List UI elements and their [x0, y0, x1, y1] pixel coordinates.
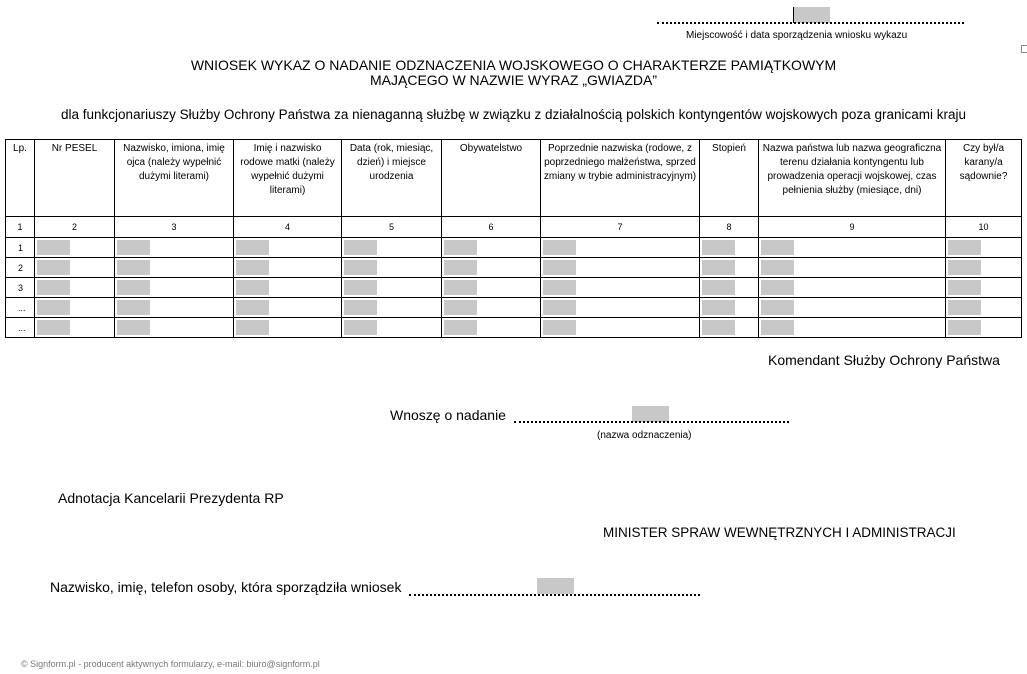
- title-line-1: WNIOSEK WYKAZ O NADANIE ODZNACZENIA WOJSKOWEGO O CHARAKTERZE PAMIĄTKOWYM: [190, 57, 837, 73]
- table-row: [6, 318, 1022, 338]
- cell-rank: [700, 278, 759, 298]
- header-citizenship: Obywatelstwo: [442, 140, 541, 217]
- col-number: 2: [35, 217, 115, 238]
- cell-convicted: [946, 298, 1022, 318]
- rank-input[interactable]: [702, 280, 735, 295]
- header-row: [6, 140, 1022, 217]
- cell-rank: [700, 238, 759, 258]
- header-contingent: Nazwa państwa lub nazwa geograficzna terenu działania kontyngentu lub prowadzenia operacji wojskowej, czas pełnienia służby (miesiące, dni): [759, 140, 946, 217]
- cell-mother: [234, 298, 342, 318]
- cell-mother: [234, 318, 342, 338]
- cell-mother: [234, 238, 342, 258]
- previous-names-input[interactable]: [543, 280, 576, 295]
- cell-name: [115, 318, 234, 338]
- cell-citizenship: [442, 278, 541, 298]
- header-rank: Stopień: [700, 140, 759, 217]
- rank-input[interactable]: [702, 320, 735, 335]
- award-name-input[interactable]: [632, 406, 669, 422]
- corner-mark: [1021, 45, 1027, 53]
- birth-input[interactable]: [344, 260, 377, 275]
- cell-previous-names: [541, 258, 700, 278]
- cell-convicted: [946, 278, 1022, 298]
- commander-label: Komendant Służby Ochrony Państwa: [768, 352, 1000, 368]
- row-number: 2: [6, 258, 35, 278]
- name-input[interactable]: [117, 320, 150, 335]
- chancellery-label: Adnotacja Kancelarii Prezydenta RP: [58, 490, 284, 506]
- cell-contingent: [759, 298, 946, 318]
- cell-previous-names: [541, 298, 700, 318]
- col-number: 5: [342, 217, 442, 238]
- birth-input[interactable]: [344, 280, 377, 295]
- contingent-input[interactable]: [761, 240, 794, 255]
- row-number: ...: [6, 318, 35, 338]
- row-number: ...: [6, 298, 35, 318]
- citizenship-input[interactable]: [444, 320, 477, 335]
- birth-input[interactable]: [344, 240, 377, 255]
- table-row: [6, 278, 1022, 298]
- name-input[interactable]: [117, 300, 150, 315]
- place-date-dotline: [657, 22, 964, 24]
- mother-input[interactable]: [236, 240, 269, 255]
- citizenship-input[interactable]: [444, 280, 477, 295]
- birth-input[interactable]: [344, 320, 377, 335]
- name-input[interactable]: [117, 240, 150, 255]
- previous-names-input[interactable]: [543, 300, 576, 315]
- pesel-input[interactable]: [37, 260, 70, 275]
- cell-citizenship: [442, 298, 541, 318]
- header-pesel: Nr PESEL: [35, 140, 115, 217]
- preparer-input[interactable]: [537, 578, 574, 594]
- award-name-dotline: [514, 421, 789, 423]
- rank-input[interactable]: [702, 260, 735, 275]
- footer-credit: © Signform.pl - producent aktywnych formularzy, e-mail: biuro@signform.pl: [21, 659, 320, 669]
- cell-birth: [342, 318, 442, 338]
- cell-contingent: [759, 258, 946, 278]
- cell-birth: [342, 238, 442, 258]
- cell-citizenship: [442, 258, 541, 278]
- pesel-input[interactable]: [37, 300, 70, 315]
- cell-previous-names: [541, 278, 700, 298]
- form-subtitle: dla funkcjonariuszy Służby Ochrony Państwa za nienaganną służbę w związku z działalnością polskich kontyngentów wojskowych poza granicami kraju: [61, 107, 966, 122]
- cell-birth: [342, 278, 442, 298]
- contingent-input[interactable]: [761, 280, 794, 295]
- name-input[interactable]: [117, 280, 150, 295]
- previous-names-input[interactable]: [543, 240, 576, 255]
- mother-input[interactable]: [236, 300, 269, 315]
- cell-previous-names: [541, 318, 700, 338]
- contingent-input[interactable]: [761, 260, 794, 275]
- col-number: 7: [541, 217, 700, 238]
- header-previous-names: Poprzednie nazwiska (rodowe, z poprzedniego małżeństwa, sprzed zmiany w trybie administracyjnym): [541, 140, 700, 217]
- column-number-row: [6, 217, 1022, 238]
- award-name-caption: (nazwa odznaczenia): [597, 430, 692, 441]
- title-line-2: MAJĄCEGO W NAZWIE WYRAZ „GWIAZDA”: [370, 72, 657, 88]
- cell-convicted: [946, 258, 1022, 278]
- table-row: [6, 238, 1022, 258]
- convicted-input[interactable]: [948, 240, 981, 255]
- cell-pesel: [35, 238, 115, 258]
- col-number: 9: [759, 217, 946, 238]
- rank-input[interactable]: [702, 300, 735, 315]
- cell-contingent: [759, 318, 946, 338]
- cell-pesel: [35, 258, 115, 278]
- cell-pesel: [35, 318, 115, 338]
- name-input[interactable]: [117, 260, 150, 275]
- cell-mother: [234, 278, 342, 298]
- cell-previous-names: [541, 238, 700, 258]
- pesel-input[interactable]: [37, 240, 70, 255]
- convicted-input[interactable]: [948, 260, 981, 275]
- col-number: 10: [946, 217, 1022, 238]
- cell-convicted: [946, 238, 1022, 258]
- table-row: [6, 258, 1022, 278]
- cell-pesel: [35, 278, 115, 298]
- col-number: 6: [442, 217, 541, 238]
- cell-pesel: [35, 298, 115, 318]
- convicted-input[interactable]: [948, 300, 981, 315]
- request-label: Wnoszę o nadanie: [390, 407, 506, 423]
- cell-rank: [700, 258, 759, 278]
- cell-name: [115, 298, 234, 318]
- cell-birth: [342, 298, 442, 318]
- header-name: Nazwisko, imiona, imię ojca (należy wypełnić dużymi literami): [115, 140, 234, 217]
- mother-input[interactable]: [236, 320, 269, 335]
- pesel-input[interactable]: [37, 280, 70, 295]
- cell-citizenship: [442, 318, 541, 338]
- cursor-mark: [793, 7, 794, 23]
- cell-contingent: [759, 238, 946, 258]
- previous-names-input[interactable]: [543, 320, 576, 335]
- cell-name: [115, 278, 234, 298]
- citizenship-input[interactable]: [444, 300, 477, 315]
- header-mother: Imię i nazwisko rodowe matki (należy wypełnić dużymi literami): [234, 140, 342, 217]
- minister-label: MINISTER SPRAW WEWNĘTRZNYCH I ADMINISTRACJI: [603, 525, 956, 540]
- citizenship-input[interactable]: [444, 240, 477, 255]
- col-number: 4: [234, 217, 342, 238]
- col-number: 3: [115, 217, 234, 238]
- table-row: [6, 298, 1022, 318]
- mother-input[interactable]: [236, 260, 269, 275]
- header-birth: Data (rok, miesiąc, dzień) i miejsce urodzenia: [342, 140, 442, 217]
- rank-input[interactable]: [702, 240, 735, 255]
- cell-contingent: [759, 278, 946, 298]
- header-lp: Lp.: [6, 140, 35, 217]
- convicted-input[interactable]: [948, 320, 981, 335]
- mother-input[interactable]: [236, 280, 269, 295]
- cell-name: [115, 258, 234, 278]
- previous-names-input[interactable]: [543, 260, 576, 275]
- preparer-label: Nazwisko, imię, telefon osoby, która sporządziła wniosek: [50, 579, 402, 595]
- cell-name: [115, 238, 234, 258]
- cell-rank: [700, 318, 759, 338]
- contingent-input[interactable]: [761, 320, 794, 335]
- cell-mother: [234, 258, 342, 278]
- header-convicted: Czy był/a karany/a sądownie?: [946, 140, 1022, 217]
- preparer-dotline: [409, 594, 700, 596]
- col-number: 1: [6, 217, 35, 238]
- birth-input[interactable]: [344, 300, 377, 315]
- place-date-label: Miejscowość i data sporządzenia wniosku wykazu: [686, 30, 908, 41]
- form-title: [0, 58, 1027, 88]
- award-list-table: [5, 139, 1022, 338]
- place-date-input[interactable]: [794, 7, 830, 23]
- col-number: 8: [700, 217, 759, 238]
- pesel-input[interactable]: [37, 320, 70, 335]
- cell-citizenship: [442, 238, 541, 258]
- row-number: 1: [6, 238, 35, 258]
- cell-convicted: [946, 318, 1022, 338]
- row-number: 3: [6, 278, 35, 298]
- contingent-input[interactable]: [761, 300, 794, 315]
- convicted-input[interactable]: [948, 280, 981, 295]
- cell-rank: [700, 298, 759, 318]
- citizenship-input[interactable]: [444, 260, 477, 275]
- cell-birth: [342, 258, 442, 278]
